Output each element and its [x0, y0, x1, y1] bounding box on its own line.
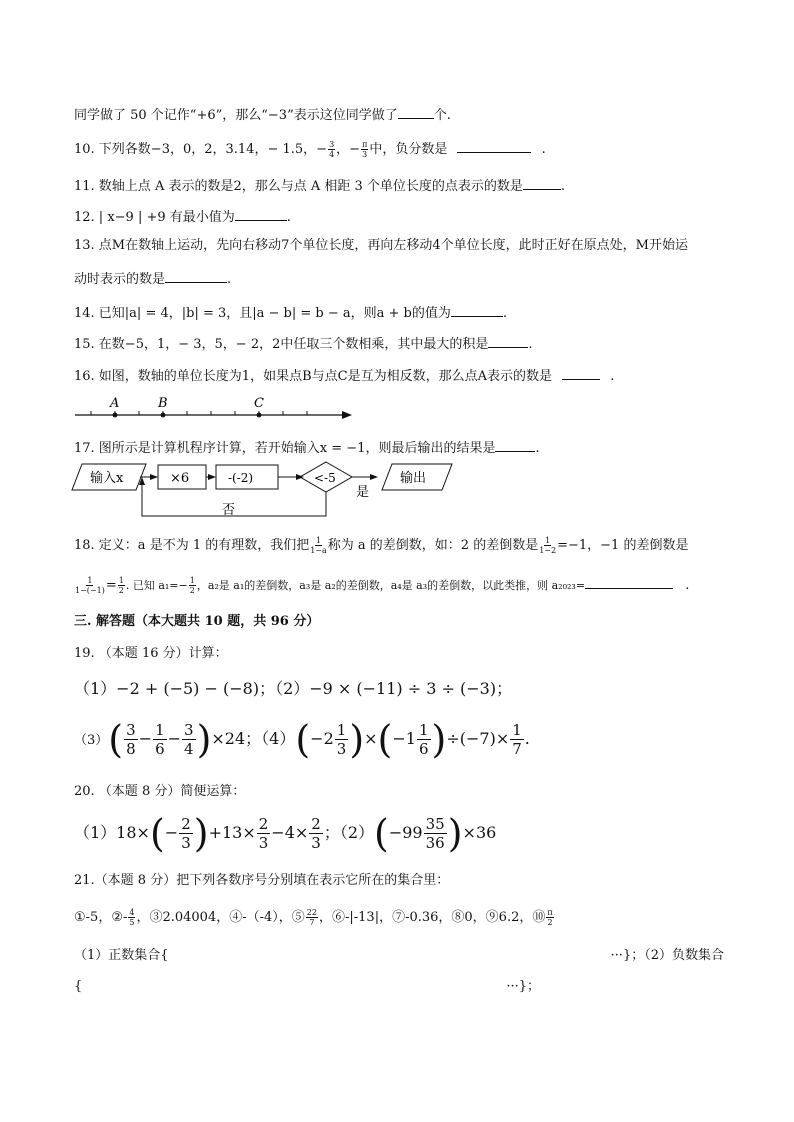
program-flowchart [70, 460, 460, 524]
question-20-title: 20. （本题 8 分）简便运算： [74, 784, 246, 799]
fraction-example-2 [75, 576, 105, 595]
point-b [161, 413, 166, 418]
fraction-numerator: 3 [184, 721, 194, 739]
fraction-numerator: π [362, 140, 368, 149]
question-13-line1 [74, 237, 688, 255]
question-19-part-3-4: （3）( $\frac{3}{8}$ − $\frac{1}{6}$ − $\frac{3}{4}$ )×24；（4）(−2 $\frac{1}{3}$ )×(−1 $\frac{1}{6}$ )÷(−7)× $\frac{1}{7}$ . [74, 717, 530, 762]
answer-blank-13[interactable] [165, 268, 227, 283]
question-14-text: 14. 已知|a| = 4，|b| = 3，且|a − b| = b − a，则a + b的值为 [74, 306, 451, 321]
part-4-mid: ÷(−7)× [446, 729, 510, 748]
input-label: 输入x [90, 471, 124, 486]
question-19-title: 19. （本题 16 分）计算： [74, 646, 228, 661]
part-1-d: ；（2） [323, 823, 375, 842]
paren-left: ( [377, 717, 393, 762]
question-21-title: 21.（本题 8 分）把下列各数序号分别填在表示它所在的集合里： [74, 873, 450, 888]
question-13-text: 13. 点M在数轴上运动，先向右移动7个单位长度，再向左移动4个单位长度，此时正好在原点处，M开始运 [74, 238, 688, 253]
fraction-pi-2 [546, 908, 553, 927]
part-3-label: （3） [74, 733, 109, 748]
fraction-2-3 [309, 815, 323, 852]
paren-left: ( [108, 717, 124, 762]
fraction-denominator: 2 [547, 918, 553, 927]
question-10-line [74, 138, 546, 159]
fraction-1-6 [417, 721, 431, 758]
yes-label: 是 [356, 485, 370, 500]
answer-blank-17[interactable] [495, 437, 535, 452]
question-20-parts: （1）18×(− $\frac{2}{3}$ )+13× $\frac{2}{3}$ −4× $\frac{2}{3}$ ；（2）(−99 $\frac{35}{36}$ )×36 [74, 811, 497, 856]
question-11-line [74, 175, 565, 196]
fraction-half [118, 576, 125, 595]
fraction-denominator: 1−(−1) [75, 586, 105, 595]
section-3-heading: 三. 解答题（本大题共 10 题，共 96 分） [74, 614, 320, 629]
question-11-end: . [560, 179, 566, 194]
fraction-denominator: 7 [512, 740, 522, 758]
fraction-difference-reciprocal [310, 536, 327, 555]
question-9-tail: 个. [433, 108, 451, 123]
fraction-1-7 [510, 721, 524, 758]
label-a: A [110, 396, 120, 411]
fraction-numerator: 1 [336, 721, 347, 739]
question-19-part-1-2: （1）−2 + (−5) − (−8)；（2）−9 × (−11) ÷ 3 ÷ (−3)； [74, 679, 513, 698]
question-17-end: . [535, 441, 540, 456]
multiply-label: ×6 [170, 471, 190, 486]
question-10-text: 10. 下列各数−3，0，2，3.14，− 1.5，− [74, 142, 328, 157]
no-label: 否 [222, 503, 236, 518]
part-1-a: （1）18× [74, 823, 150, 842]
items-text-2: ，③2.04004，④-（-4），⑤ [136, 910, 305, 925]
fraction-numerator: 1 [189, 576, 195, 585]
point-a [113, 413, 118, 418]
fraction-denominator: 36 [425, 834, 445, 852]
paren-left: ( [295, 717, 311, 762]
fraction-1-6 [153, 721, 167, 758]
fraction-denominator: 3 [362, 150, 368, 159]
output-label: 输出 [400, 471, 427, 486]
fraction-denominator: 6 [418, 740, 429, 758]
question-13-end: . [227, 272, 232, 287]
fraction-numerator: 3 [126, 721, 136, 739]
fraction-denominator: 3 [336, 740, 347, 758]
question-13-text-cont: 动时表示的数是 [74, 272, 166, 287]
question-16-line [74, 365, 614, 386]
question-15-line [74, 333, 533, 354]
fraction-2-3 [257, 815, 271, 852]
fraction-35-36 [424, 815, 447, 852]
fraction-4-5 [128, 908, 135, 927]
paren-right: ) [447, 811, 463, 856]
question-18-text-c: =−1，−1 的差倒数是 [557, 538, 689, 553]
paren-right: ) [196, 717, 212, 762]
fraction-denominator: 1−2 [539, 546, 557, 555]
equals-sign: = [105, 578, 117, 593]
fraction-numerator: 2 [311, 815, 321, 833]
fraction-numerator: 3 [329, 140, 335, 149]
question-9-text: 同学做了 50 个记作“+6”，那么“−3”表示这位同学做了 [74, 108, 398, 123]
fraction-numerator: 1 [418, 721, 429, 739]
fraction-numerator: 1 [315, 536, 322, 545]
question-15-text: 15. 在数−5，1，− 3，5，− 2，2中任取三个数相乘，其中最大的积是 [74, 337, 489, 352]
question-11-text: 11. 数轴上点 A 表示的数是2，那么与点 A 相距 3 个单位长度的点表示的数是 [74, 179, 523, 194]
question-16-end: . [610, 369, 615, 384]
fraction-example [539, 536, 556, 555]
question-18-line1 [74, 536, 688, 555]
fraction-2-3 [179, 815, 193, 852]
part-2-tail: ×36 [462, 823, 497, 842]
question-17-text: 17. 图所示是计算机程序计算，若开始输入x = −1，则最后输出的结果是 [74, 441, 496, 456]
question-10-mid: ，− [336, 142, 361, 157]
fraction-numerator: 2 [181, 815, 191, 833]
fraction-numerator: π [547, 908, 553, 917]
answer-blank-14[interactable] [451, 302, 503, 317]
question-12-end: . [286, 210, 291, 225]
arrow-icon [370, 474, 378, 480]
part-3-tail: ×24；（4） [211, 729, 296, 748]
fraction-numerator: 22 [306, 908, 317, 917]
answer-blank-10[interactable] [457, 138, 531, 153]
fraction-denominator: 2 [118, 586, 124, 595]
mixed-whole: −1 [392, 729, 416, 748]
mixed-whole: −99 [388, 823, 423, 842]
arrow-right-icon [342, 411, 352, 419]
arrow-icon [150, 474, 158, 480]
fraction-1-3 [335, 721, 349, 758]
question-14-line [74, 302, 507, 323]
answer-blank-16[interactable] [562, 365, 600, 380]
paren-left: ( [149, 811, 165, 856]
question-16-text: 16. 如图，数轴的单位长度为1，如果点B与点C是互为相反数，那么点A表示的数是 [74, 369, 552, 384]
fraction-numerator: 1 [155, 721, 165, 739]
fraction-denominator: 1−a [310, 546, 327, 555]
paren-right: ) [349, 717, 365, 762]
question-9-line [74, 104, 451, 125]
negative-set-line [74, 978, 540, 996]
question-18-text: 18. 定义：a 是不为 1 的有理数，我们把 [74, 538, 310, 553]
question-18-text-e: ，a₂是 a₁的差倒数，a₃是 a₂的差倒数，a₄是 a₃的差倒数，以此类推，则 a₂₀₂₃= [196, 579, 586, 592]
paren-right: ) [431, 717, 447, 762]
fraction-pi-3 [361, 140, 368, 159]
fraction-numerator: 1 [545, 536, 551, 545]
fraction-denominator: 3 [258, 834, 269, 852]
part-1-c: −4× [271, 823, 309, 842]
mixed-whole: −2 [310, 729, 334, 748]
question-14-end: . [502, 306, 508, 321]
fraction-denominator: 5 [129, 918, 135, 927]
answer-blank-9[interactable] [398, 104, 434, 119]
fraction-3-4 [182, 721, 196, 758]
answer-blank-12[interactable] [235, 206, 287, 221]
question-13-line2 [74, 268, 231, 289]
answer-blank-15[interactable] [488, 333, 528, 348]
label-c: C [254, 396, 264, 411]
fraction-numerator: 1 [512, 721, 522, 739]
fraction-numerator: 2 [258, 815, 269, 833]
question-12-line [74, 206, 291, 227]
fraction-numerator: 1 [118, 576, 124, 585]
question-10-end: . [541, 142, 546, 157]
negative-set-close: ···}； [506, 979, 540, 994]
fraction-denominator: 8 [126, 740, 136, 758]
fraction-numerator: 4 [129, 908, 135, 917]
fraction-denominator: 6 [155, 740, 165, 758]
negative-set-open: { [74, 979, 83, 994]
fraction-denominator: 3 [311, 834, 321, 852]
fraction-denominator: 2 [189, 586, 195, 595]
negative-set-label: ···}；（2）负数集合 [610, 948, 724, 963]
items-text: ①-5，②- [74, 910, 128, 925]
fraction-3-8 [124, 721, 138, 758]
fraction-a1 [189, 576, 196, 595]
question-10-tail: 中，负分数是 [369, 142, 448, 157]
question-18-line2 [74, 574, 689, 595]
arrow-icon [208, 474, 216, 480]
subtract-label: -(-2) [228, 471, 254, 485]
positive-set-label: （1）正数集合{ [74, 948, 169, 963]
question-15-end: . [528, 337, 533, 352]
fraction-numerator: 35 [425, 815, 445, 833]
fraction-22-7 [306, 908, 318, 927]
question-18-text-d: . 已知 a₁=− [125, 579, 188, 592]
fraction-numerator: 1 [87, 576, 93, 585]
question-18-text-b: 称为 a 的差倒数，如：2 的差倒数是 [327, 538, 539, 553]
paren-left: ( [374, 811, 389, 856]
part-4-end: . [524, 729, 530, 748]
question-12-text: 12. | x−9 | +9 有最小值为 [74, 210, 235, 225]
condition-label: <-5 [314, 471, 336, 485]
question-21-items [74, 908, 555, 927]
number-line-figure [70, 394, 360, 428]
paren-right: ) [193, 811, 209, 856]
fraction-denominator: 4 [329, 150, 335, 159]
question-18-end: . [685, 578, 690, 593]
question-17-line [74, 437, 540, 458]
answer-blank-11[interactable] [523, 175, 561, 190]
fraction-denominator: 7 [309, 918, 315, 927]
positive-set-line [74, 947, 724, 965]
items-text-3: ，⑥-|-13|，⑦-0.36，⑧0，⑨6.2，⑩ [318, 910, 546, 925]
part-1-b: +13× [208, 823, 256, 842]
fraction-3-4 [328, 140, 335, 159]
answer-blank-18[interactable] [585, 574, 673, 589]
label-b: B [158, 396, 168, 411]
point-c [257, 413, 262, 418]
fraction-denominator: 4 [184, 740, 194, 758]
fraction-denominator: 3 [181, 834, 191, 852]
